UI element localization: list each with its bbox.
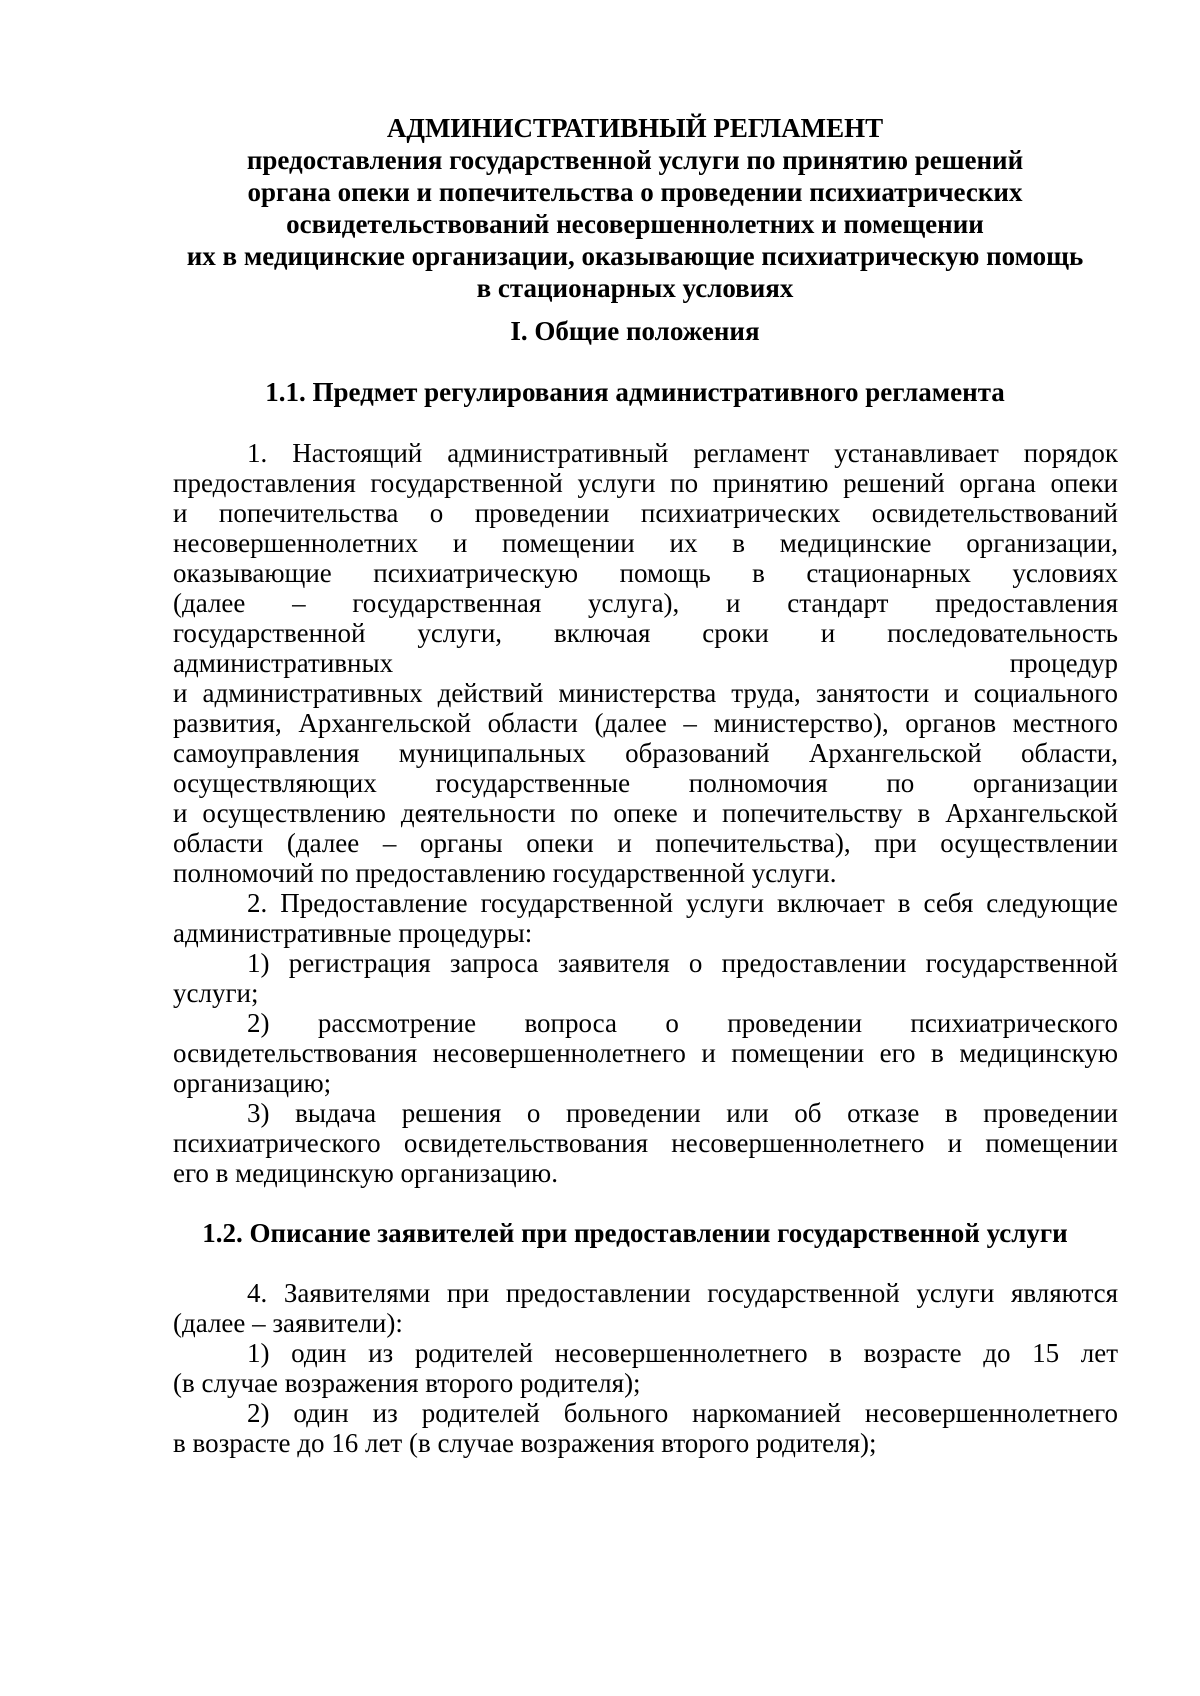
- document-title: [150, 112, 1120, 304]
- section-heading: I. Общие положения: [510, 316, 760, 346]
- subsection-heading: 1.1. Предмет регулирования административного регламента: [265, 377, 1005, 407]
- text-line: и административных действий министерства труда, занятости и социального: [173, 678, 1118, 708]
- text-line: (далее – государственная услуга), и стандарт предоставления: [173, 588, 1118, 618]
- text-line: и осуществлению деятельности по опеке и попечительству в Архангельской: [173, 798, 1118, 828]
- list-item-line: 3) выдача решения о проведении или об отказе в проведении: [247, 1098, 1118, 1128]
- list-item-line: организацию;: [173, 1068, 332, 1098]
- text-line: 1. Настоящий административный регламент устанавливает порядок: [247, 438, 1118, 468]
- list-item-line: его в медицинскую организацию.: [173, 1158, 558, 1188]
- text-line: оказывающие психиатрическую помощь в стационарных условиях: [173, 558, 1118, 588]
- title-line: их в медицинские организации, оказывающие психиатрическую помощь: [186, 241, 1084, 271]
- text-line: развития, Архангельской области (далее – министерство), органов местного: [173, 708, 1118, 738]
- text-line: (далее – заявители):: [173, 1308, 403, 1338]
- text-line: предоставления государственной услуги по принятию решений органа опеки: [173, 468, 1118, 498]
- text-line: самоуправления муниципальных образований Архангельской области,: [173, 738, 1118, 768]
- title-line: органа опеки и попечительства о проведении психиатрических: [247, 177, 1023, 207]
- list-item-line: психиатрического освидетельствования несовершеннолетнего и помещении: [173, 1128, 1118, 1158]
- list-item-line: в возрасте до 16 лет (в случае возражения второго родителя);: [173, 1428, 877, 1458]
- text-line: полномочий по предоставлению государственной услуги.: [173, 858, 837, 888]
- text-line: административных: [173, 648, 394, 678]
- list-item-line: 1) один из родителей несовершеннолетнего в возрасте до 15 лет: [247, 1338, 1118, 1368]
- text-line: процедур: [1009, 648, 1118, 678]
- subsection-heading: 1.2. Описание заявителей при предоставлении государственной услуги: [202, 1218, 1068, 1248]
- list-item-line: освидетельствования несовершеннолетнего и помещении его в медицинскую: [173, 1038, 1118, 1068]
- text-line: области (далее – органы опеки и попечительства), при осуществлении: [173, 828, 1118, 858]
- list-item-line: 2) один из родителей больного наркоманией несовершеннолетнего: [247, 1398, 1118, 1428]
- list-item-line: (в случае возражения второго родителя);: [173, 1368, 641, 1398]
- text-line: и попечительства о проведении психиатрических освидетельствований: [173, 498, 1118, 528]
- text-line: государственной услуги, включая сроки и последовательность: [173, 618, 1118, 648]
- title-line: АДМИНИСТРАТИВНЫЙ РЕГЛАМЕНТ: [386, 113, 884, 143]
- text-line: 4. Заявителями при предоставлении государственной услуги являются: [247, 1278, 1118, 1308]
- title-line: освидетельствований несовершеннолетних и помещении: [286, 209, 984, 239]
- title-line: предоставления государственной услуги по принятию решений: [246, 145, 1024, 175]
- text-line: несовершеннолетних и помещении их в медицинские организации,: [173, 528, 1118, 558]
- list-item-line: услуги;: [173, 978, 259, 1008]
- text-line: административные процедуры:: [173, 918, 533, 948]
- list-item-line: 1) регистрация запроса заявителя о предоставлении государственной: [247, 948, 1118, 978]
- text-line: осуществляющих государственные полномочия по организации: [173, 768, 1118, 798]
- list-item-line: 2) рассмотрение вопроса о проведении психиатрического: [247, 1008, 1118, 1038]
- text-line: 2. Предоставление государственной услуги включает в себя следующие: [247, 888, 1118, 918]
- title-line: в стационарных условиях: [476, 273, 794, 303]
